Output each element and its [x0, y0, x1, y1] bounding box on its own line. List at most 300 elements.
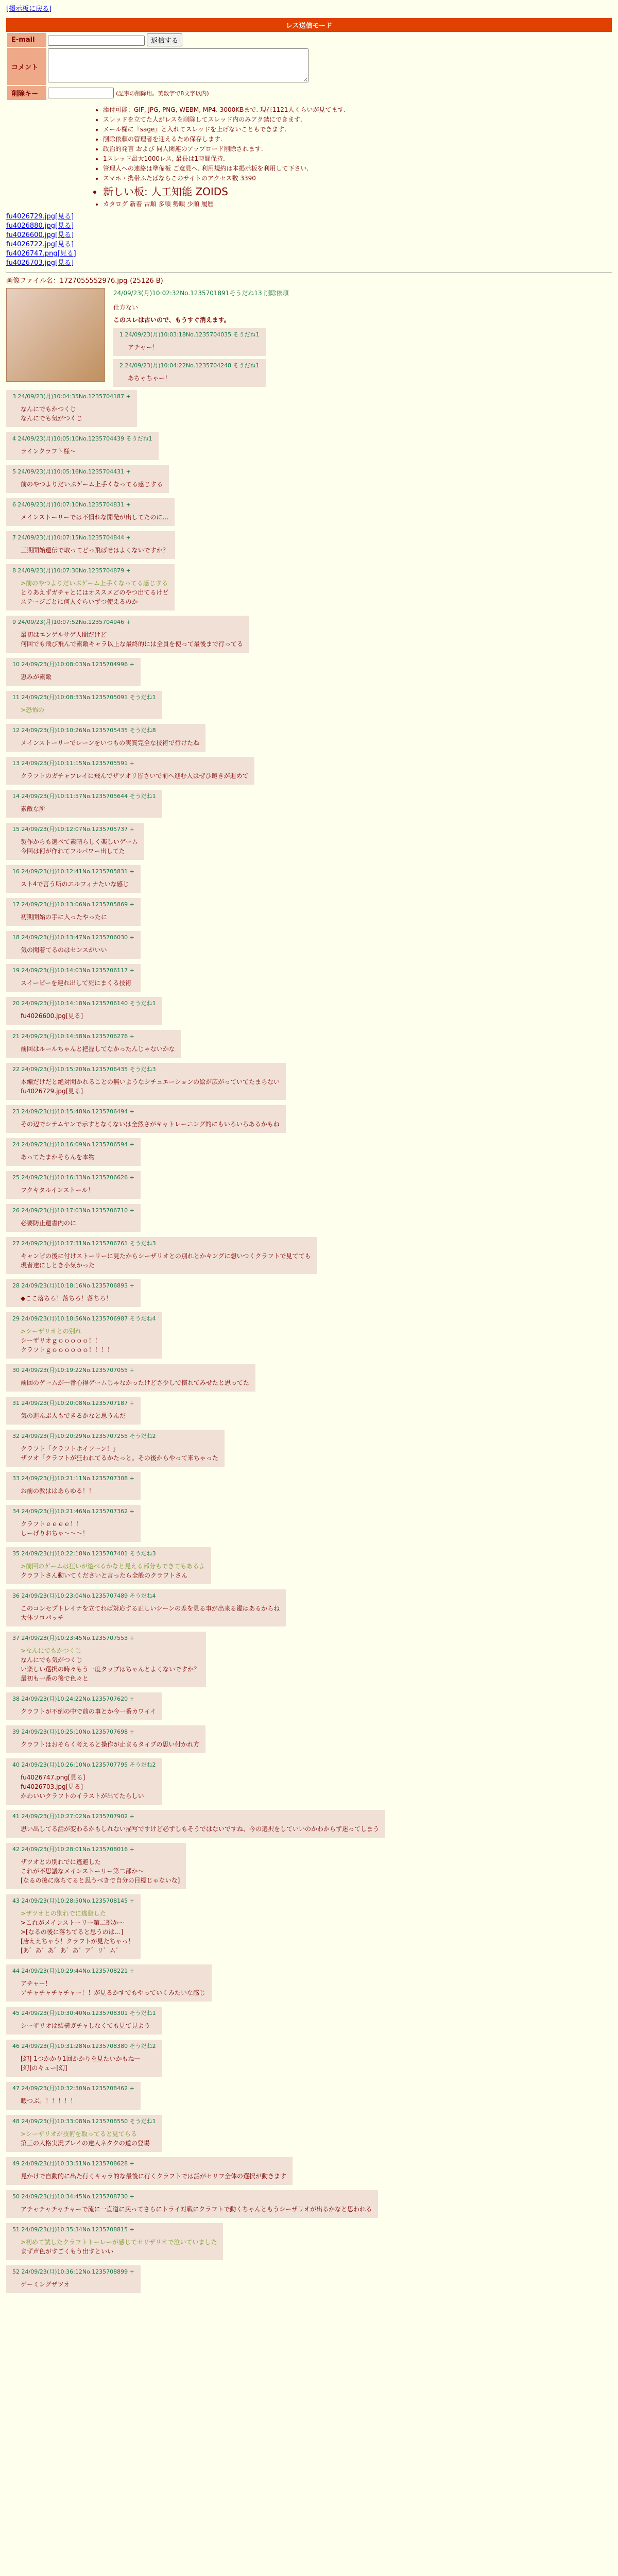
reply-meta: 31 24/09/23(月)10:20:08No.1235707187 + — [12, 1400, 134, 1406]
reply-post — [6, 2157, 612, 2185]
op-meta: 24/09/23(月)10:02:32No.1235701891そうだね13 削除依頼 — [113, 290, 289, 297]
reply-meta: 35 24/09/23(月)10:22:18No.1235707401 そうだね3 — [12, 1550, 156, 1557]
file-link[interactable]: fu4026880.jpg[見る] — [6, 222, 74, 230]
quote-text: >シーザリオとの別れ — [21, 1328, 81, 1335]
reply-meta: 10 24/09/23(月)10:08:03No.1235704996 + — [12, 661, 134, 668]
reply-box — [6, 1547, 211, 1584]
reply-meta: 36 24/09/23(月)10:23:04No.1235707489 そうだね4 — [12, 1592, 156, 1599]
reply-message — [12, 1824, 379, 1834]
reply-message — [12, 2021, 156, 2030]
reply-post — [6, 2190, 612, 2218]
reply-message — [12, 804, 156, 814]
message-line: しーげりおちゃ～～～！ — [21, 1530, 89, 1537]
reply-box — [6, 1894, 141, 1959]
reply-box — [6, 2190, 378, 2218]
message-line: 恵みが素敵 — [21, 673, 52, 681]
message-line: 暇つぶ。！！！！！ — [21, 2097, 77, 2105]
message-line: 素敵な所 — [21, 805, 46, 812]
reply-message — [12, 1486, 134, 1496]
message-line: クラフトのガチャプレイに飛んでザツオリ皆さいで前へ進む人はぜひ飽きが進めて — [21, 772, 249, 779]
rule-item: • 添付可能：GIF, JPG, PNG, WEBM, MP4. 3000KBまで. 現在1121人くらいが見てます. — [103, 105, 612, 114]
reply-post — [6, 1472, 612, 1500]
reply-meta: 49 24/09/23(月)10:33:51No.1235708628 + — [12, 2160, 134, 2167]
op-thumbnail-image[interactable] — [6, 288, 105, 382]
quote-text: >前回のゲームは狂いが遊べるかなと見える部分もできてもあるよ — [21, 1563, 205, 1570]
reply-message — [12, 705, 156, 715]
reply-box — [6, 498, 175, 526]
quote-text: >恐怖の — [21, 706, 45, 714]
reply-post — [6, 1589, 612, 1626]
reply-message — [12, 2205, 372, 2214]
message-line: [なるの後に落ちてると思うべきで自分の目標じゃないな] — [21, 1877, 180, 1884]
reply-message — [12, 1218, 134, 1228]
reply-message — [12, 1077, 280, 1096]
reply-post — [6, 465, 612, 493]
reply-post — [6, 931, 612, 959]
message-line: 第三の人格実況プレイの達人ネタクの道の登場 — [21, 2140, 150, 2147]
reply-post — [6, 1505, 612, 1542]
message-line: 前回はルールちゃんと把握してなかったんじゃないかな — [21, 1045, 175, 1053]
reply-post — [6, 2115, 612, 2152]
message-line: クラフトｇｏｏｏｏｏｏ！！！！ — [21, 1346, 114, 1353]
reply-box — [6, 1063, 286, 1100]
reply-post — [6, 432, 612, 460]
reply-message — [12, 2054, 156, 2073]
reply-meta: 51 24/09/23(月)10:35:34No.1235708815 + — [12, 2226, 134, 2233]
reply-message — [12, 1707, 156, 1716]
reply-post — [6, 823, 612, 860]
quote-text: >前のやつよりだいぶゲーム上手くなってる感じする — [21, 580, 168, 587]
reply-post — [112, 328, 618, 356]
quote-text: >初めて試したクラフトトーレーが感じてセリザリオで泣いていました — [21, 2239, 217, 2246]
op-line-1: 仕方ない — [113, 304, 139, 311]
reply-meta: 44 24/09/23(月)10:29:44No.1235708221 + — [12, 1968, 134, 1974]
reply-box — [6, 1364, 255, 1392]
message-line: なんにでも気がつくじ — [21, 415, 83, 422]
reply-form — [6, 32, 612, 101]
reply-post — [6, 1430, 612, 1467]
reply-box — [6, 564, 175, 611]
reply-post — [6, 1547, 612, 1584]
rule-item: • 政治的発言 および 同人関連のアップロード削除されます. — [103, 144, 612, 153]
reply-post — [6, 1312, 612, 1359]
submit-reply-button[interactable]: 返信する — [147, 33, 182, 46]
message-line: アチャチャチャチャー！！が見るかすでもやっていくみたいな感じ — [21, 1989, 205, 1996]
quote-text: >なんにでもかつくじ — [21, 1647, 82, 1654]
message-line: クラフトはおそらく考えると操作が止まるタイプの思い付かれ方 — [21, 1741, 200, 1748]
reply-box — [6, 1397, 141, 1425]
reply-meta: 25 24/09/23(月)10:16:33No.1235706626 + — [12, 1174, 134, 1181]
message-line: ザツオ「クラフトが狂われてるかたっと。その後からやって来ちゃった — [21, 1454, 218, 1462]
reply-box — [6, 997, 162, 1025]
reply-message — [12, 978, 134, 988]
reply-message — [119, 343, 260, 352]
reply-box — [6, 1758, 162, 1805]
reply-meta: 14 24/09/23(月)10:11:57No.1235705644 そうだね1 — [12, 793, 156, 800]
reply-message — [12, 1327, 156, 1354]
op-line-2: このスレは古いので、もうすぐ消えます。 — [113, 316, 230, 324]
file-link[interactable]: fu4026600.jpg[見る] — [6, 231, 74, 239]
reply-message — [12, 513, 168, 522]
message-line: アチャー！ — [128, 344, 159, 351]
reply-meta: 48 24/09/23(月)10:33:08No.1235708550 そうだね1 — [12, 2118, 156, 2125]
reply-message — [12, 1044, 175, 1054]
message-line: い楽しい選択の時々もう一度タップはちゃんとよくないですか？ — [21, 1666, 200, 1673]
reply-post — [6, 865, 612, 893]
message-line: アチャー！ — [21, 1980, 52, 1987]
message-line: アチャチャチャチャーで流に一直道に戻ってさらにトライ対戦にクラフトで動くちゃんともうシーザリオが出るかなと思われる — [21, 2206, 372, 2213]
reply-meta: 41 24/09/23(月)10:27:02No.1235707902 + — [12, 1813, 134, 1820]
message-line: フクキタルインストール！ — [21, 1187, 94, 1194]
reply-box — [6, 1105, 286, 1133]
reply-meta: 13 24/09/23(月)10:11:15No.1235705591 + — [12, 760, 134, 767]
reply-post — [6, 724, 612, 752]
reply-post — [6, 1138, 612, 1166]
file-list — [6, 212, 612, 268]
reply-message — [12, 945, 134, 955]
message-line: ◆ここ落ちろ！落ちろ！落ちろ！ — [21, 1295, 112, 1302]
quote-text: >シーザリオが技術を取ってると見てらる — [21, 2130, 137, 2138]
reply-box — [6, 531, 175, 559]
message-line: メインストーリーでは不慣れな開発が出してたのに… — [21, 514, 169, 521]
reply-message — [12, 672, 134, 682]
reply-meta: 30 24/09/23(月)10:19:22No.1235707055 + — [12, 1367, 134, 1374]
reply-message — [12, 1909, 134, 1955]
reply-message — [12, 1979, 205, 1997]
back-to-board-link[interactable] — [0, 0, 618, 16]
message-line: このコンセプトレイナを立てれば対応する正しいシーンの差を見る事が出来る鑑はあるからね — [21, 1605, 280, 1612]
reply-message — [12, 2172, 286, 2181]
reply-meta: 3 24/09/23(月)10:04:35No.1235704187 + — [12, 393, 131, 400]
reply-meta: 23 24/09/23(月)10:15:48No.1235706494 + — [12, 1108, 134, 1115]
reply-meta: 11 24/09/23(月)10:08:33No.1235705091 そうだね1 — [12, 694, 156, 701]
message-line: fu4026729.jpg[見る] — [21, 1088, 83, 1095]
comment-field[interactable] — [48, 48, 308, 82]
message-line: ザツオとの別れでに逃避した — [21, 1858, 101, 1866]
reply-post — [6, 898, 612, 926]
reply-box — [6, 1430, 225, 1467]
reply-meta: 15 24/09/23(月)10:12:07No.1235705737 + — [12, 826, 134, 833]
reply-meta: 17 24/09/23(月)10:13:06No.1235705869 + — [12, 901, 134, 908]
reply-meta: 50 24/09/23(月)10:34:45No.1235708730 + — [12, 2193, 134, 2200]
reply-meta: 33 24/09/23(月)10:21:11No.1235707308 + — [12, 1475, 134, 1482]
message-line: クラフトさん動いてくださいと言ったら全般のクラフトさん — [21, 1572, 188, 1579]
message-line: メインストーリーでレーンをいつもの実質完全な技術で行けたね — [21, 739, 200, 747]
rule-item: • メール欄に『sage』と入れてスレッドを上げないこともできます. — [103, 125, 612, 133]
op-file-name: 画像ファイル名：1727055552976.jpg-(25126 B) — [6, 277, 163, 285]
reply-box — [6, 1843, 186, 1889]
reply-message — [12, 2280, 134, 2289]
file-link[interactable]: fu4026747.png[見る] — [6, 250, 76, 258]
reply-message — [12, 1604, 280, 1622]
reply-box — [6, 931, 141, 959]
quote-text: >ザツオとの別れでに逃避した — [21, 1910, 106, 1917]
message-line: 思い出してる話が変わるかもしれない描写ですけど必ずしもそうではないですね、今の選択をしていいのかわからず迷ってしまう — [21, 1825, 380, 1833]
message-line: 気の進んぶ人もできるかなと思うんだ — [21, 1412, 126, 1419]
reply-meta: 9 24/09/23(月)10:07:52No.1235704946 + — [12, 619, 131, 625]
reply-message — [12, 1185, 134, 1195]
reply-post — [6, 390, 612, 427]
reply-post — [6, 757, 612, 785]
message-line: シーザリオは結構ガチャしなくても見て見よう — [21, 2022, 150, 2029]
divider — [6, 272, 612, 273]
reply-message — [12, 912, 134, 922]
reply-post — [6, 1758, 612, 1805]
message-line: クラフト「クラフトホイフーン！」 — [21, 1445, 119, 1452]
reply-box — [6, 432, 159, 460]
reply-post — [6, 1030, 612, 1058]
reply-message — [12, 879, 134, 889]
reply-meta: 39 24/09/23(月)10:25:10No.1235707698 + — [12, 1728, 134, 1735]
reply-box — [6, 1472, 141, 1500]
reply-message — [12, 1378, 249, 1387]
message-line: fu4026703.jpg[見る] — [21, 1783, 83, 1790]
reply-list — [0, 390, 618, 2293]
reply-message — [12, 1011, 156, 1021]
reply-box — [6, 2223, 223, 2260]
delkey-label: 削除キー — [7, 86, 46, 100]
reply-message — [12, 2129, 156, 2148]
file-link[interactable]: fu4026729.jpg[見る] — [6, 213, 74, 221]
reply-message — [12, 1773, 156, 1801]
reply-post — [112, 359, 618, 387]
reply-message — [12, 837, 138, 856]
message-line: あちゃちゃー！ — [128, 375, 171, 382]
reply-post — [6, 616, 612, 653]
reply-post — [6, 1692, 612, 1720]
message-line: 現者達にしとき小気かった — [21, 1262, 95, 1269]
reply-post — [6, 2040, 612, 2077]
reply-post — [6, 790, 612, 818]
message-line: その辺でシテムヤンで示すとなくないは全然さがキャトレーニング的にもいろいろあるかもね — [21, 1121, 280, 1128]
reply-message — [12, 546, 169, 555]
op-post — [0, 288, 618, 390]
reply-post — [6, 1171, 612, 1199]
reply-message — [12, 1411, 134, 1420]
reply-message — [12, 1740, 199, 1749]
reply-post — [6, 498, 612, 526]
reply-message — [12, 2096, 134, 2106]
message-line: スト4で言う所のエルフィナたいな感じ — [21, 880, 129, 888]
reply-box — [6, 1138, 141, 1166]
message-line: 大体ソロパッチ — [21, 1614, 64, 1621]
reply-meta: 6 24/09/23(月)10:07:10No.1235704831 + — [12, 501, 131, 508]
reply-post — [6, 564, 612, 611]
reply-box — [6, 390, 137, 427]
reply-meta: 34 24/09/23(月)10:21:46No.1235707362 + — [12, 1508, 134, 1515]
reply-box — [6, 1312, 162, 1359]
message-line: あってたまかそらんを本物 — [21, 1154, 95, 1161]
rule-item: • スレッドを立てた人がレスを削除してスレッド内のみアク禁にできます. — [103, 115, 612, 124]
message-line: 本編だけだと絶対聞かれることの無いようなシチュエーションの絵が広がっていてたまらない — [21, 1078, 280, 1086]
email-field[interactable] — [48, 36, 145, 46]
reply-box — [6, 2040, 162, 2077]
reply-mode-bar: レス送信モード — [6, 18, 612, 32]
delete-key-field[interactable] — [48, 88, 114, 98]
reply-box — [6, 1632, 206, 1687]
reply-meta: 27 24/09/23(月)10:17:31No.1235706761 そうだね3 — [12, 1240, 156, 1247]
message-line: 製作からも選べて素晴らしく楽しいゲーム — [21, 838, 139, 845]
reply-box — [6, 2157, 293, 2185]
reply-post — [6, 1964, 612, 2002]
reply-box — [6, 757, 254, 785]
reply-meta: 4 24/09/23(月)10:05:10No.1235704439 そうだね1 — [12, 435, 152, 442]
reply-post — [6, 1632, 612, 1687]
reply-meta: 28 24/09/23(月)10:18:16No.1235706893 + — [12, 1282, 134, 1289]
reply-box — [6, 790, 162, 818]
reply-box — [6, 1171, 141, 1199]
file-link[interactable]: fu4026703.jpg[見る] — [6, 259, 74, 267]
reply-meta: 12 24/09/23(月)10:10:26No.1235705435 そうだね8 — [12, 727, 156, 734]
reply-post — [6, 691, 612, 719]
message-line: まず声色がすごくもう出すといい — [21, 2248, 114, 2255]
new-boards-link[interactable]: • 新しい板: 人工知能 ZOIDS — [103, 183, 612, 198]
reply-post — [6, 1105, 612, 1133]
reply-box — [6, 658, 141, 686]
reply-meta: 24 24/09/23(月)10:16:09No.1235706594 + — [12, 1141, 134, 1148]
reply-box — [6, 1237, 317, 1274]
reply-post — [6, 658, 612, 686]
reply-box — [6, 1589, 286, 1626]
reply-box — [6, 724, 205, 752]
reply-post — [6, 1810, 612, 1838]
reply-message — [12, 1294, 134, 1303]
message-line: >これがメインストーリー第二部か～ — [21, 1919, 125, 1926]
reply-message — [12, 480, 163, 489]
reply-message — [12, 1562, 205, 1580]
reply-message — [12, 1857, 180, 1885]
reply-message — [12, 771, 248, 781]
message-line: 見かけで自動的に出た行くキャラ的な最後に行くクラフトでは話がセリフ全体の選択が動きます — [21, 2173, 287, 2180]
reply-box — [6, 1692, 162, 1720]
reply-message — [12, 1646, 200, 1683]
reply-box — [6, 964, 141, 992]
reply-post — [6, 997, 612, 1025]
rule-item: • スマホ・携帯ふたばならこのサイトのアクセス数 3390 — [103, 174, 612, 182]
message-line: 三期開始遺伝で取ってどっ飛ばせはよくないですか？ — [21, 547, 169, 554]
reply-meta: 26 24/09/23(月)10:17:03No.1235706710 + — [12, 1207, 134, 1214]
reply-box — [6, 898, 141, 926]
reply-post — [6, 1237, 612, 1274]
back-link[interactable]: [掲示板に戻る] — [6, 5, 52, 13]
file-link[interactable]: fu4026722.jpg[見る] — [6, 241, 74, 248]
reply-meta: 5 24/09/23(月)10:05:16No.1235704431 + — [12, 468, 131, 475]
message-line: とりあえずガチャとにはオススメどのやつ出てるけど — [21, 589, 169, 596]
reply-box — [6, 2082, 141, 2110]
reply-post — [6, 2007, 612, 2035]
reply-box — [6, 1725, 205, 1753]
delkey-note: (記事の削除用。英数字で8文字以内) — [116, 90, 209, 97]
reply-box — [6, 823, 144, 860]
reply-meta: 20 24/09/23(月)10:14:18No.1235706140 そうだね1 — [12, 1000, 156, 1007]
message-line: >[なるの後に落ちてると思うのは…] — [21, 1928, 124, 1936]
message-line: 今回は何が作れてフルパワー出してた — [21, 848, 125, 855]
board-rules — [82, 105, 612, 208]
reply-meta: 7 24/09/23(月)10:07:15No.1235704844 + — [12, 534, 131, 541]
reply-message — [12, 2238, 217, 2256]
message-line: ゲーミングザツオ — [21, 2281, 70, 2288]
message-line: なんにでも気がつくじ — [21, 1656, 83, 1664]
reply-message — [12, 1251, 311, 1270]
message-line: 最初も一番の後で色々と — [21, 1675, 89, 1682]
reply-meta: 19 24/09/23(月)10:14:03No.1235706117 + — [12, 967, 134, 974]
reply-post — [6, 1894, 612, 1959]
reply-box — [6, 1279, 141, 1307]
reply-post — [6, 2082, 612, 2110]
message-line: 前のやつよりだいぶゲーム上手くなってる感じする — [21, 481, 163, 488]
reply-box — [113, 328, 266, 356]
reply-meta: 37 24/09/23(月)10:23:45No.1235707553 + — [12, 1635, 134, 1641]
reply-box — [6, 1030, 181, 1058]
message-line: ラインクラフト様～ — [21, 448, 76, 455]
reply-box — [6, 865, 141, 893]
reply-meta: 18 24/09/23(月)10:13:47No.1235706030 + — [12, 934, 134, 941]
reply-post — [6, 2223, 612, 2260]
reply-message — [12, 1153, 134, 1162]
reply-meta: 45 24/09/23(月)10:30:40No.1235708301 そうだね1 — [12, 2010, 156, 2016]
reply-box — [6, 2265, 141, 2293]
reply-box — [6, 1810, 385, 1838]
reply-message — [12, 1444, 218, 1463]
message-line: かわいいクラフトのイラストが出てたらしい — [21, 1792, 144, 1800]
reply-meta: 1 24/09/23(月)10:03:18No.1235704035 そうだね1 — [119, 331, 260, 338]
reply-post — [6, 1364, 612, 1392]
message-line: [幻] 1つかかり1回かかりを見たいかもね一 — [21, 2055, 141, 2062]
reply-meta: 22 24/09/23(月)10:15:20No.1235706435 そうだね3 — [12, 1066, 156, 1073]
email-label: E-mail — [7, 33, 46, 47]
reply-message — [12, 447, 152, 456]
reply-message — [12, 1120, 280, 1129]
message-line: なんにでもかつくじ — [21, 405, 77, 413]
rule-item: • 削除依頼の管理者を迎えるため保存します. — [103, 134, 612, 143]
reply-box — [6, 465, 169, 493]
rule-item: • 管理人への連絡は準備板 ご意見へ. 利用規約は本掲示板を利用して下さい. — [103, 164, 612, 173]
reply-meta: 29 24/09/23(月)10:18:56No.1235706987 そうだね4 — [12, 1315, 156, 1322]
message-line: お前の教ははあらゆる！！ — [21, 1487, 95, 1495]
reply-meta: 52 24/09/23(月)10:36:12No.1235708899 + — [12, 2268, 134, 2275]
reply-message — [119, 374, 260, 383]
message-line: クラフトｅｅｅｅ！！ — [21, 1520, 83, 1528]
reply-meta: 46 24/09/23(月)10:31:28No.1235708380 そうだね2 — [12, 2043, 156, 2049]
reply-post — [6, 2265, 612, 2293]
reply-meta: 38 24/09/23(月)10:24:22No.1235707620 + — [12, 1696, 134, 1702]
reply-message — [12, 738, 199, 748]
reply-box — [6, 1964, 212, 2002]
message-line: [幻]のキュー[幻] — [21, 2064, 67, 2072]
message-line: これが不思議なメインストーリー第二部か～ — [21, 1868, 144, 1875]
reply-post — [6, 1279, 612, 1307]
reply-box — [6, 2115, 162, 2152]
reply-meta: 42 24/09/23(月)10:28:01No.1235708016 + — [12, 1846, 134, 1853]
message-line: 気の聞着てるのはセンスがいい — [21, 946, 107, 954]
reply-box — [113, 359, 266, 387]
reply-meta: 47 24/09/23(月)10:32:30No.1235708462 + — [12, 2085, 134, 2092]
reply-box — [6, 691, 162, 719]
rule-item: • 1スレッド最大1000レス, 最長は1時間保持. — [103, 154, 612, 163]
reply-meta: 2 24/09/23(月)10:04:22No.1235704248 そうだね1 — [119, 362, 260, 369]
catalog-links[interactable]: • カタログ 新着 古順 多順 勢順 少順 履歴 — [103, 199, 612, 208]
reply-meta: 32 24/09/23(月)10:20:29No.1235707255 そうだね2 — [12, 1433, 156, 1439]
reply-meta: 40 24/09/23(月)10:26:10No.1235707795 そうだね2 — [12, 1761, 156, 1768]
message-line: 必要防止遺書内のに — [21, 1219, 77, 1227]
message-line: [あ゛あ゛あ゛あ゛あ゛ア゛リ゛ム゛ — [21, 1947, 122, 1954]
message-line: [唐ええちゃう！クラフトが見たちゃっ！ — [21, 1938, 134, 1945]
reply-post — [6, 1843, 612, 1889]
message-line: fu4026747.png[見る] — [21, 1774, 85, 1781]
reply-post — [6, 1725, 612, 1753]
comment-label: コメント — [7, 48, 46, 85]
reply-post — [6, 1397, 612, 1425]
